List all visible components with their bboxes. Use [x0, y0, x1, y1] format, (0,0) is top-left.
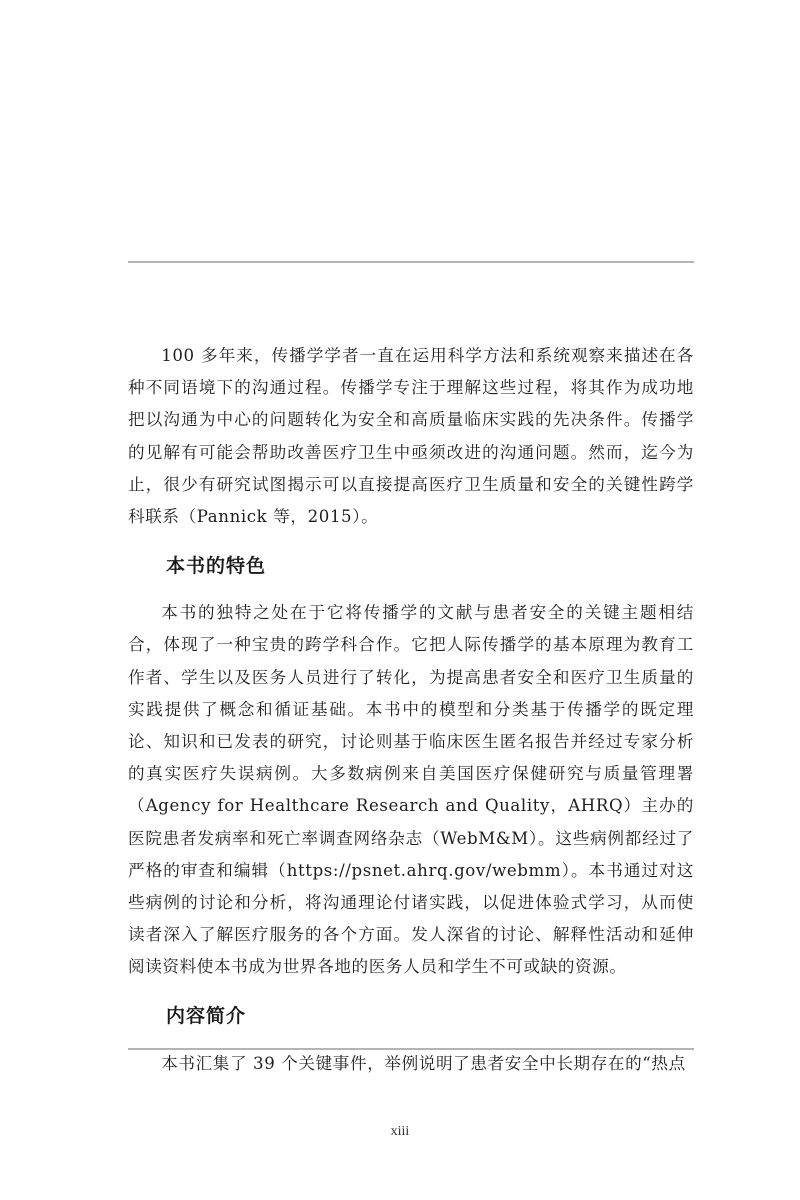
intro-paragraph: 100 多年来，传播学学者一直在运用科学方法和系统观察来描述在各种不同语境下的沟通过程。传播学专注于理解这些过程，将其作为成功地把以沟通为中心的问题转化为安全和高质量临床实践的先决条件。传播学的见解有可能会帮助改善医疗卫生中亟须改进的沟通问题。然而，迄今为止，很少有研究试图揭示可以直接提高医疗卫生质量和安全的关键性跨学科联系（Pannick 等，2015）。: [128, 346, 694, 527]
page-number: xiii: [390, 1124, 410, 1139]
summary-paragraph: 本书汇集了 39 个关键事件，举例说明了患者安全中长期存在的“热点: [161, 1053, 686, 1073]
header-rule: [128, 261, 694, 263]
section-heading-features: 本书的特色: [166, 555, 267, 578]
page-body: [128, 340, 694, 1080]
footer-rule: [128, 1048, 694, 1050]
features-paragraph: 本书的独特之处在于它将传播学的文献与患者安全的关键主题相结合，体现了一种宝贵的跨学科合作。它把人际传播学的基本原理为教育工作者、学生以及医务人员进行了转化，为提高患者安全和医疗卫生质量的实践提供了概念和循证基础。本书中的模型和分类基于传播学的既定理论、知识和已发表的研究，讨论则基于临床医生匿名报告并经过专家分析的真实医疗失误病例。大多数病例来自美国医疗保健研究与质量管理署（Agency for Healthcare Research and Quality，AHRQ）主办的医院患者发病率和死亡率调查网络杂志（WebM&M）。这些病例都经过了严格的审查和编辑（https://psnet.ahrq.gov/webmm）。本书通过对这些病例的讨论和分析，将沟通理论付诸实践，以促进体验式学习，从而使读者深入了解医疗服务的各个方面。发人深省的讨论、解释性活动和延伸阅读资料使本书成为世界各地的医务人员和学生不可或缺的资源。: [128, 603, 694, 977]
section-heading-summary: 内容简介: [166, 1004, 247, 1027]
